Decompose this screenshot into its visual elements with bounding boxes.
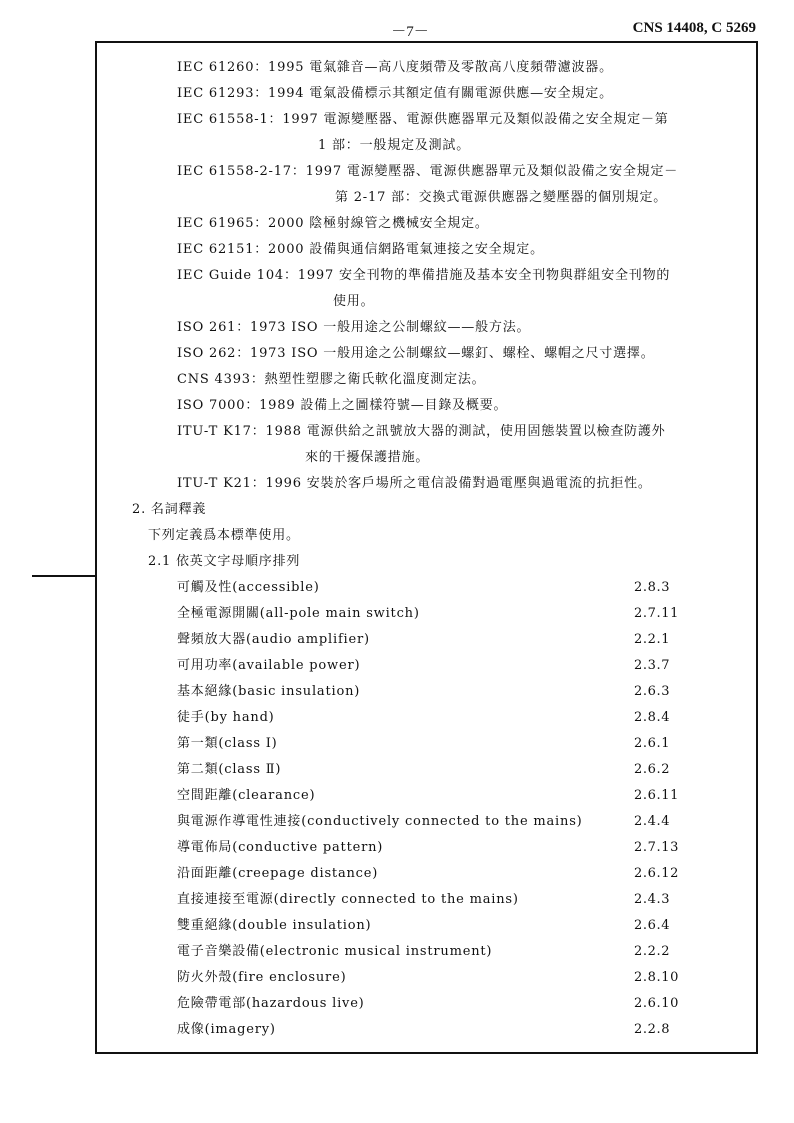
reference-line: ITU-T K21：1996 安裝於客戶場所之電信設備對過電壓與過電流的抗拒性。 <box>177 476 652 491</box>
reference-line: IEC 62151：2000 設備與通信網路電氣連接之安全規定。 <box>177 242 544 257</box>
reference-line: ISO 261：1973 ISO 一般用途之公制螺紋——般方法。 <box>177 320 531 335</box>
definition-term: 可用功率(available power) <box>177 658 361 673</box>
definition-clause-ref: 2.3.7 <box>634 658 671 673</box>
reference-line: IEC 61558-1：1997 電源變壓器、電源供應器單元及類似設備之安全規定－第 <box>177 112 669 127</box>
reference-line: IEC Guide 104：1997 安全刊物的準備措施及基本安全刊物與群組安全刊物的 <box>177 268 671 283</box>
reference-line: IEC 61965：2000 陰極射線管之機械安全規定。 <box>177 216 489 231</box>
section-intro: 下列定義爲本標準使用。 <box>148 528 300 543</box>
section-heading: 2. 名詞釋義 <box>132 502 207 517</box>
definition-term: 基本絕緣(basic insulation) <box>177 684 361 699</box>
reference-line: ISO 262：1973 ISO 一般用途之公制螺紋—螺釘、螺栓、螺帽之尺寸選擇。 <box>177 346 655 361</box>
definition-clause-ref: 2.7.13 <box>634 840 679 855</box>
definition-clause-ref: 2.6.2 <box>634 762 671 777</box>
definition-term: 防火外殼(fire enclosure) <box>177 970 347 985</box>
definition-term: 全極電源開關(all-pole main switch) <box>177 606 420 621</box>
definition-term: 直接連接至電源(directly connected to the mains) <box>177 892 519 907</box>
definition-clause-ref: 2.6.1 <box>634 736 671 751</box>
definition-clause-ref: 2.8.3 <box>634 580 671 595</box>
definition-term: 與電源作導電性連接(conductively connected to the mains) <box>177 814 583 829</box>
reference-line-continued: 來的干擾保護措施。 <box>305 450 430 465</box>
reference-line-continued: 1 部：一般規定及測試。 <box>318 138 471 153</box>
definition-clause-ref: 2.6.4 <box>634 918 671 933</box>
definition-clause-ref: 2.4.3 <box>634 892 671 907</box>
definition-clause-ref: 2.2.8 <box>634 1022 671 1037</box>
definition-clause-ref: 2.6.10 <box>634 996 679 1011</box>
definition-clause-ref: 2.2.2 <box>634 944 671 959</box>
definition-term: 第二類(class Ⅱ) <box>177 762 282 777</box>
definition-term: 可觸及性(accessible) <box>177 580 320 595</box>
definition-term: 電子音樂設備(electronic musical instrument) <box>177 944 493 959</box>
definition-clause-ref: 2.8.4 <box>634 710 671 725</box>
definition-term: 雙重絕緣(double insulation) <box>177 918 372 933</box>
reference-line: IEC 61558-2-17：1997 電源變壓器、電源供應器單元及類似設備之安全規定－ <box>177 164 679 179</box>
reference-line: CNS 4393：熱塑性塑膠之衛氏軟化溫度測定法。 <box>177 372 486 387</box>
revision-change-bar <box>32 575 95 577</box>
document-id: CNS 14408, C 5269 <box>632 20 756 36</box>
definition-term: 危險帶電部(hazardous live) <box>177 996 365 1011</box>
definition-clause-ref: 2.7.11 <box>634 606 679 621</box>
definition-clause-ref: 2.8.10 <box>634 970 679 985</box>
reference-line-continued: 使用。 <box>333 294 375 309</box>
definition-clause-ref: 2.6.3 <box>634 684 671 699</box>
definition-term: 成像(imagery) <box>177 1022 276 1037</box>
subsection-heading: 2.1 依英文字母順序排列 <box>148 554 301 569</box>
reference-line: ITU-T K17：1988 電源供給之訊號放大器的測試，使用固態裝置以檢查防護外 <box>177 424 666 439</box>
reference-line-continued: 第 2-17 部：交換式電源供應器之變壓器的個別規定。 <box>335 190 668 205</box>
definition-term: 空間距離(clearance) <box>177 788 316 803</box>
reference-line: IEC 61260：1995 電氣雜音—高八度頻帶及零散高八度頻帶濾波器。 <box>177 60 613 75</box>
definition-clause-ref: 2.2.1 <box>634 632 671 647</box>
definition-term: 聲頻放大器(audio amplifier) <box>177 632 370 647</box>
reference-line: IEC 61293：1994 電氣設備標示其額定值有關電源供應—安全規定。 <box>177 86 613 101</box>
definition-clause-ref: 2.6.11 <box>634 788 679 803</box>
definition-term: 第一類(class Ⅰ) <box>177 736 278 751</box>
definition-clause-ref: 2.6.12 <box>634 866 679 881</box>
page-number: －7－ <box>391 24 429 40</box>
definition-term: 導電佈局(conductive pattern) <box>177 840 384 855</box>
definition-term: 徒手(by hand) <box>177 710 275 725</box>
definition-term: 沿面距離(creepage distance) <box>177 866 379 881</box>
definition-clause-ref: 2.4.4 <box>634 814 671 829</box>
reference-line: ISO 7000：1989 設備上之圖樣符號—目錄及概要。 <box>177 398 508 413</box>
